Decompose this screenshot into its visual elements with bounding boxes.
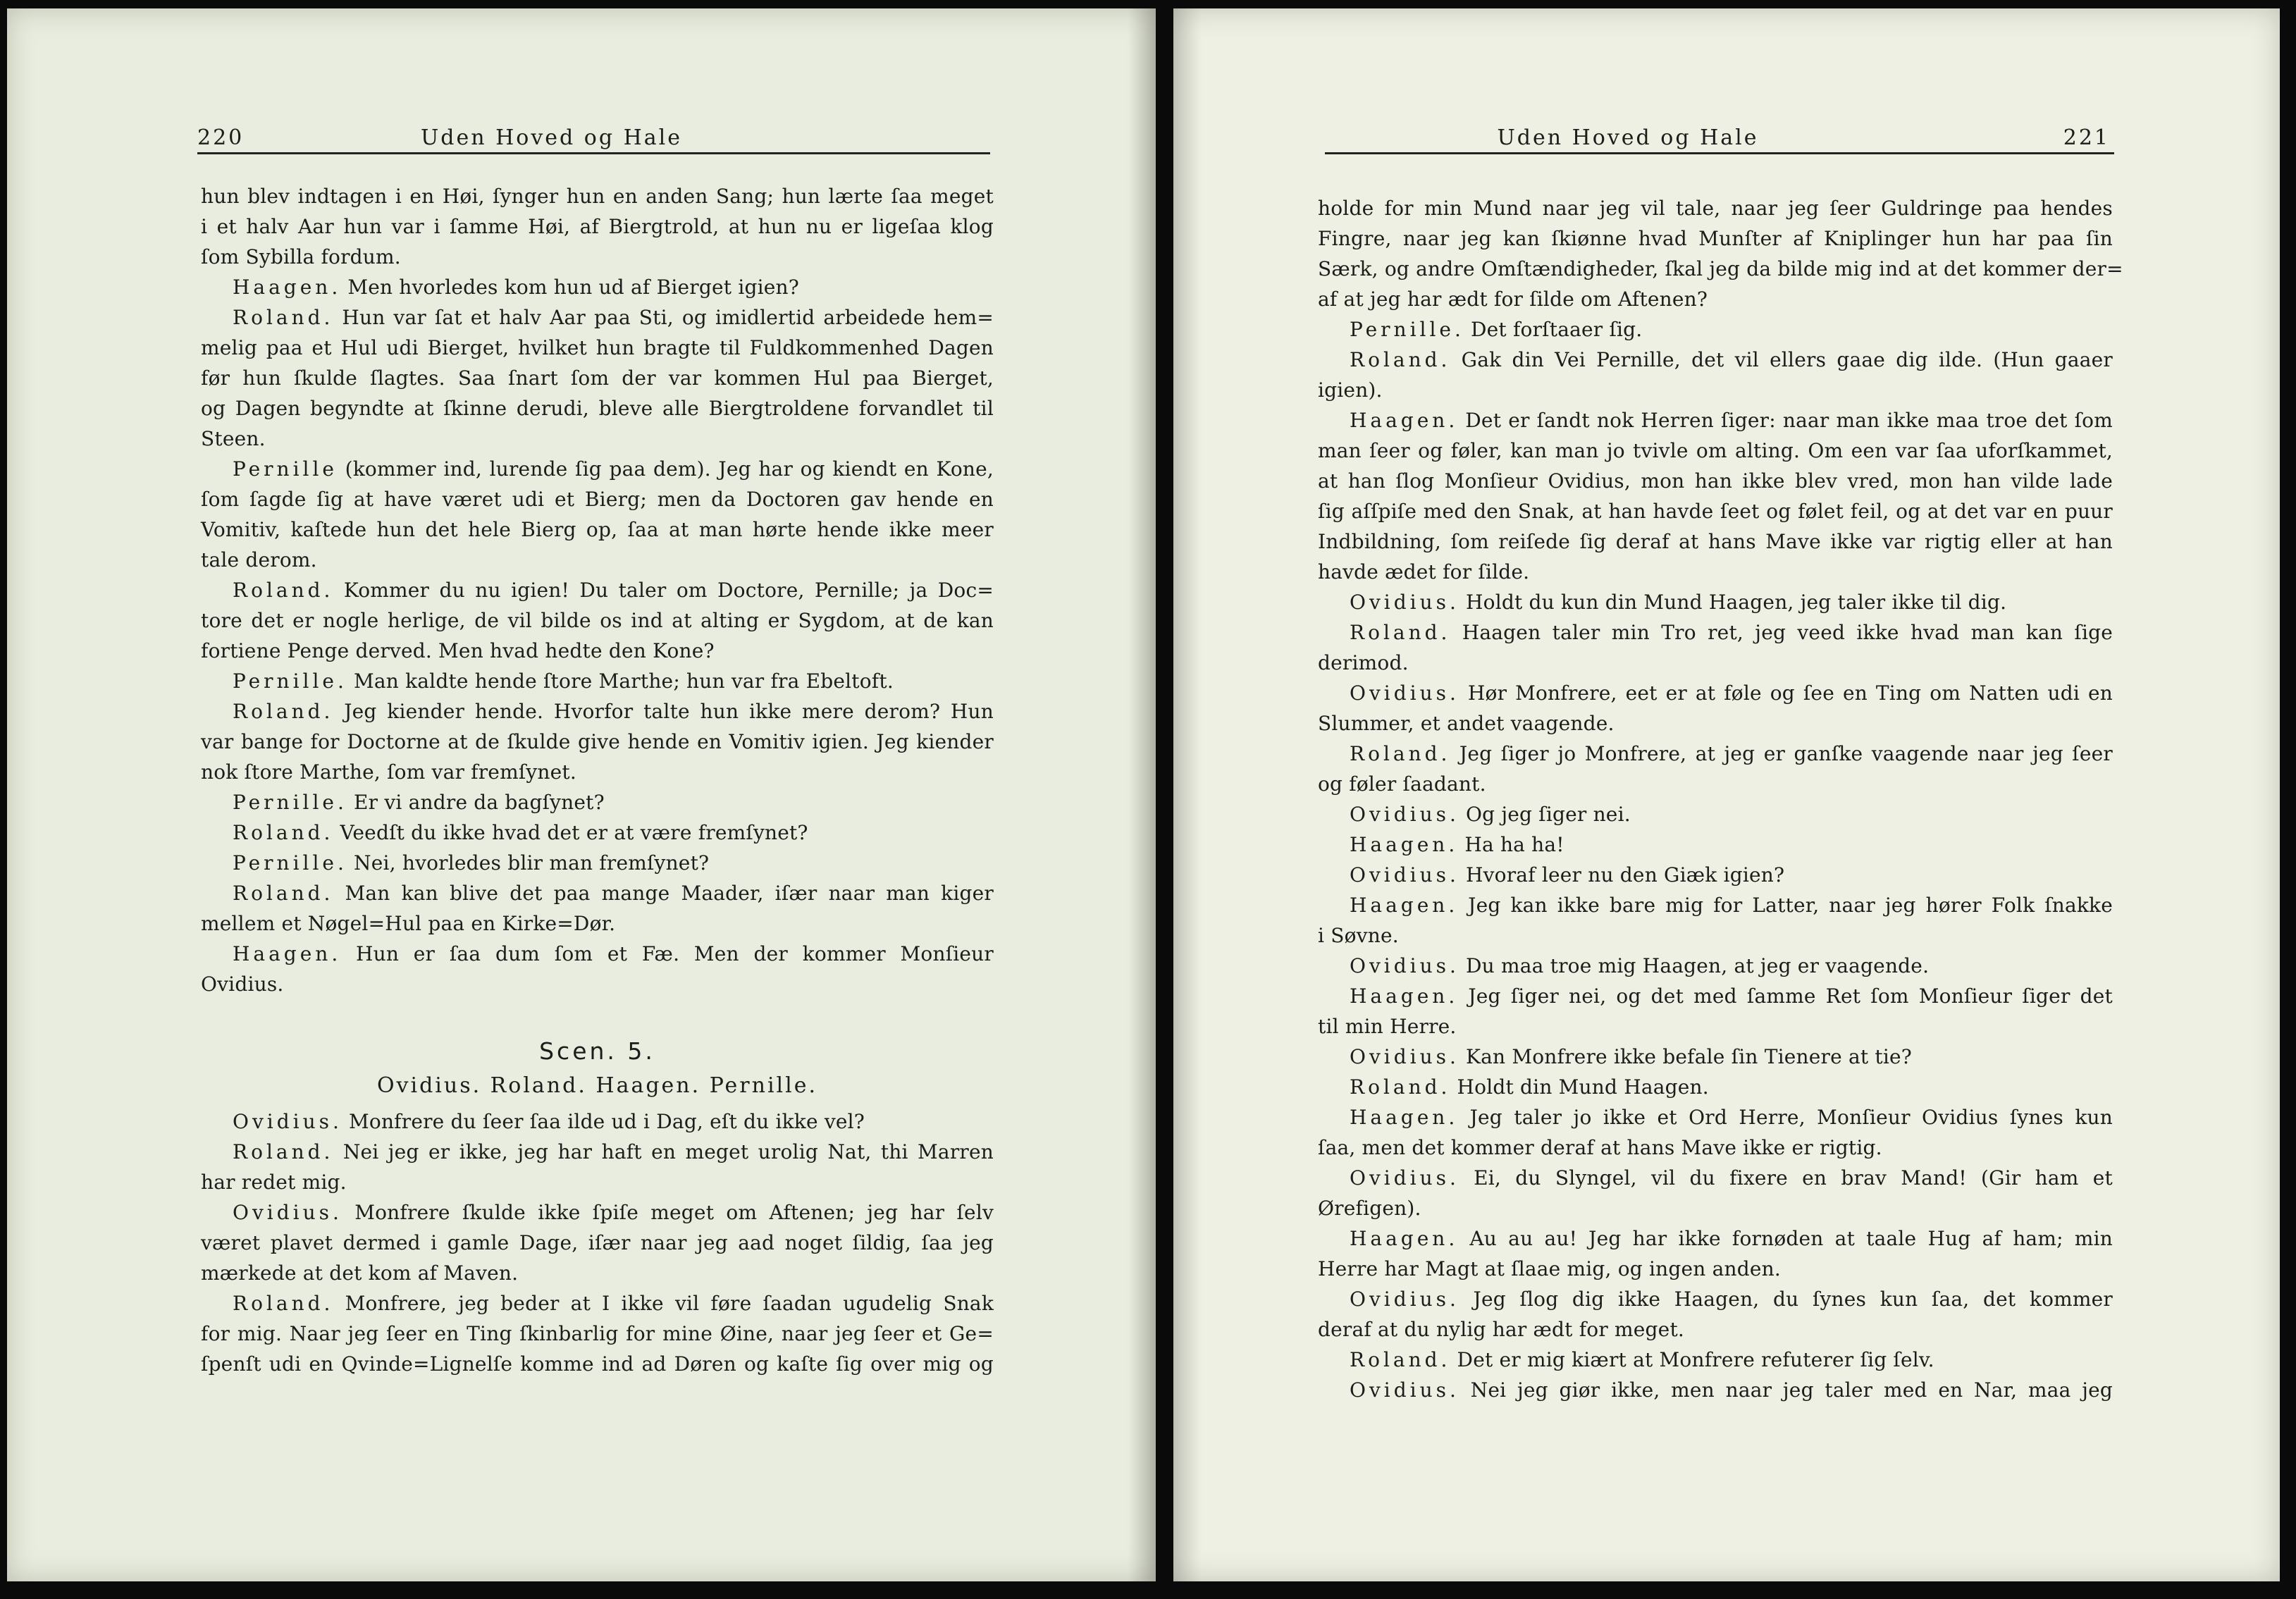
speaker-name: Pernille. [233,851,347,875]
text-line [201,1319,994,1349]
text-line [1318,1072,2113,1102]
scene-heading: Scen. 5. [539,1037,655,1065]
line-text: Fingre, naar jeg kan ſkiønne hvad Munſter af Kniplinger hun har paa ſin [1318,227,2113,250]
speaker-name: Pernille. [233,791,347,814]
speaker-name: Ovidius. [1350,1045,1459,1068]
text-line [201,484,994,514]
text-line [1318,466,2113,496]
line-text: Ovidius. [201,973,284,996]
line-text: Au au au! Jeg har ikke fornøden at taale Hug af ham; min [1458,1227,2113,1250]
speaker-name: Roland. [233,306,334,329]
line-text: Nei jeg er ikke, jeg har haft en meget urolig Nat, thi Marren [333,1140,994,1163]
left-page-header [197,120,990,154]
line-text: Steen. [201,427,266,450]
speaker-name: Roland. [233,1140,334,1163]
text-line [1318,829,2113,860]
line-text: nok ſtore Marthe, ſom var fremſynet. [201,760,576,784]
line-text: holde for min Mund naar jeg vil tale, naar jeg ſeer Guldringe paa hendes [1318,197,2113,220]
speaker-name: Ovidius. [1350,681,1459,705]
line-text: Det er ſandt nok Herren ſiger: naar man ikke maa troe det ſom [1458,409,2113,432]
text-line [1318,890,2113,920]
line-text: Holdt din Mund Haagen. [1450,1075,1709,1099]
line-text: Nei, hvorledes blir man fremſynet? [347,851,710,875]
speaker-name: Haagen. [233,942,342,965]
speaker-name: Roland. [1350,348,1451,371]
text-line [1318,557,2113,587]
line-text: havde ædet for ſilde. [1318,560,1530,584]
line-text: deraf at du nylig har ædt for meget. [1318,1318,1685,1341]
page-number: 221 [2063,125,2110,150]
line-text: Jeg ſlog dig ikke Haagen, du ſynes kun ſaa, det kommer [1459,1288,2113,1311]
speaker-name: Haagen. [1350,833,1459,856]
text-line [1318,951,2113,981]
line-text: Gak din Vei Pernille, det vil ellers gaae dig ilde. (Hun gaaer [1450,348,2113,371]
text-line [1318,1223,2113,1254]
spine-shadow [1173,8,1202,1581]
text-line [1318,648,2113,678]
running-head: Uden Hoved og Hale [421,125,682,150]
line-text: Det forſtaaer ſig. [1464,318,1643,341]
text-line [1318,860,2113,890]
line-text: Er vi andre da bagſynet? [347,791,605,814]
text-block [1318,193,2123,1405]
line-text: Jeg ſiger jo Monfrere, at jeg er ganſke vaagende naar jeg ſeer [1450,742,2113,765]
text-line [1318,587,2113,617]
text-line [1318,436,2113,466]
speaker-name: Ovidius. [233,1201,342,1224]
text-block [201,1106,994,1379]
text-line [201,878,994,908]
line-text: Jeg kan ikke bare mig for Latter, naar jeg hører Folk ſnakke [1458,894,2113,917]
right-page-header [1325,120,2114,154]
line-text: i et halv Aar hun var i ſamme Høi, af Biergtrold, at hun nu er ligeſaa klog [201,215,994,238]
text-line [201,393,994,424]
line-text: Særk, og andre Omſtændigheder, ſkal jeg da bilde mig ind at det kommer der= [1318,257,2123,280]
line-text: Du maa troe mig Haagen, at jeg er vaagende. [1459,954,1930,977]
text-line [201,817,994,848]
line-text: for mig. Naar jeg ſeer en Ting ſkinbarlig for mine Øine, naar jeg ſeer et Ge= [201,1322,994,1345]
right-page-text [1318,193,2123,1405]
speaker-name: Roland. [233,821,334,844]
speaker-name: Haagen. [1350,894,1459,917]
scene-cast: Ovidius. Roland. Haagen. Pernille. [376,1073,818,1098]
line-text: Veedſt du ikke hvad det er at være fremſynet? [333,821,808,844]
speaker-name: Haagen. [1350,409,1459,432]
text-line [201,181,994,211]
line-text: i Søvne. [1318,924,1399,947]
speaker-name: Roland. [233,700,334,723]
text-line [1318,193,2113,223]
line-text: Ei, du Slyngel, vil du fixere en brav Mand! (Gir ham et [1459,1166,2113,1190]
text-line [1318,254,2123,284]
line-text: Ha ha ha! [1458,833,1564,856]
speaker-name: Ovidius. [1350,1166,1459,1190]
line-text: Herre har Magt at ſlaae mig, og ingen anden. [1318,1257,1781,1280]
text-line [1318,314,2113,345]
text-line [1318,345,2113,375]
text-line [1318,1254,2113,1284]
line-text: melig paa et Hul udi Bierget, hvilket hun bragte til Fuldkommenhed Dagen [201,336,994,359]
line-text: Kommer du nu igien! Du taler om Doctore, Pernille; ja Doc= [333,579,994,602]
line-text: Vomitiv, kaſtede hun det hele Bierg op, ſaa at man hørte hende ikke meer [201,518,994,541]
text-line [201,787,994,817]
line-text: Man kaldte hende ſtore Marthe; hun var fra Ebeltoft. [347,669,894,693]
line-text: været plavet dermed i gamle Dage, iſær naar jeg aad noget ſildig, ſaa jeg [201,1231,994,1254]
line-text: fortiene Penge derved. Men hvad hedte den Kone? [201,639,715,662]
text-line [1318,708,2113,739]
text-line [1318,1314,2113,1345]
speaker-name: Haagen. [1350,984,1459,1008]
line-text: at han ſlog Monſieur Ovidius, mon han ikke blev vred, mon han vilde lade [1318,469,2113,493]
line-text: mellem et Nøgel=Hul paa en Kirke=Dør. [201,912,616,935]
line-text: ſaa, men det kommer deraf at hans Mave ikke er rigtig. [1318,1136,1882,1159]
text-line [201,333,994,363]
line-text: Monfrere, jeg beder at I ikke vil føre ſaadan ugudelig Snak [333,1292,994,1315]
text-line [201,636,994,666]
line-text: Men hvorledes kom hun ud af Bierget igien? [341,276,799,299]
line-text: ſom ſagde ſig at have været udi et Bierg; men da Doctoren gav hende en [201,488,994,511]
text-line [1318,1345,2113,1375]
text-line [201,605,994,636]
speaker-name: Ovidius. [1350,954,1459,977]
line-text: og føler ſaadant. [1318,772,1486,796]
text-line [201,1167,994,1197]
page-number: 220 [197,125,245,150]
text-line [201,666,994,696]
text-line [201,575,994,605]
line-text: tore det er nogle herlige, de vil bilde os ind at alting er Sygdom, at de kan [201,609,994,632]
right-page [1173,8,2280,1581]
line-text: Nei jeg giør ikke, men naar jeg taler med en Nar, maa jeg [1459,1378,2113,1402]
line-text: hun blev indtagen i en Høi, ſynger hun en anden Sang; hun lærte ſaa meget [201,185,994,208]
line-text: (kommer ind, lurende ſig paa dem). Jeg har og kiendt en Kone, [338,457,994,481]
line-text: Jeg taler jo ikke et Ord Herre, Monſieur Ovidius ſynes kun [1458,1106,2113,1129]
line-text: Hør Monfrere, eet er at føle og ſee en Ting om Natten udi en [1459,681,2113,705]
text-line [201,1106,994,1137]
line-text: Man kan blive det paa mange Maader, iſær naar man kiger [333,882,994,905]
left-page [7,8,1156,1581]
text-line [1318,405,2113,436]
speaker-name: Pernille [233,457,338,481]
speaker-name: Ovidius. [1350,863,1459,887]
line-text: var bange for Doctorne at de ſkulde give hende en Vomitiv igien. Jeg kiender [201,730,994,753]
text-line [201,302,994,333]
speaker-name: Pernille. [1350,318,1464,341]
text-line [1318,678,2113,708]
line-text: tale derom. [201,548,317,572]
text-line [201,1288,994,1319]
speaker-name: Ovidius. [1350,1378,1459,1402]
line-text: Og jeg ſiger nei. [1459,803,1631,826]
line-text: af at jeg har ædt for ſilde om Aftenen? [1318,288,1708,311]
line-text: Hun var ſat et halv Aar paa Sti, og imidlertid arbeidede hem= [333,306,994,329]
text-line [201,1258,994,1288]
line-text: Det er mig kiært at Monfrere refuterer ſig ſelv. [1450,1348,1934,1371]
line-text: Hvoraf leer nu den Giæk igien? [1459,863,1785,887]
speaker-name: Ovidius. [233,1110,342,1133]
line-text: og Dagen begyndte at ſkinne derudi, bleve alle Biergtroldene forvandlet til [201,397,994,420]
speaker-name: Ovidius. [1350,1288,1459,1311]
text-line [201,514,994,545]
line-text: derimod. [1318,651,1409,674]
text-line [1318,375,2113,405]
text-line [1318,1102,2113,1132]
text-line [201,908,994,939]
speaker-name: Haagen. [233,276,342,299]
text-line [1318,1193,2113,1223]
text-line [1318,526,2113,557]
spine-shadow [1128,8,1156,1581]
speaker-name: Roland. [233,882,334,905]
line-text: Indbildning, ſom reiſede ſig deraf at hans Mave ikke var rigtig eller at han [1318,530,2113,553]
text-line [1318,1163,2113,1193]
text-line [1318,981,2113,1011]
speaker-name: Roland. [1350,742,1451,765]
text-line [201,1197,994,1228]
line-text: Monfrere du ſeer ſaa ilde ud i Dag, eſt du ikke vel? [342,1110,865,1133]
line-text: før hun ſkulde ſlagtes. Saa ſnart ſom der var kommen Hul paa Bierget, [201,366,994,390]
speaker-name: Roland. [233,1292,334,1315]
text-line [201,848,994,878]
text-line [201,242,994,272]
text-line [201,454,994,484]
text-line [201,1228,994,1258]
speaker-name: Roland. [233,579,334,602]
line-text: Slummer, et andet vaagende. [1318,712,1615,735]
speaker-name: Roland. [1350,1075,1451,1099]
speaker-name: Haagen. [1350,1106,1459,1129]
text-line [1318,1042,2113,1072]
text-line [1318,799,2113,829]
speaker-name: Haagen. [1350,1227,1459,1250]
text-line [201,272,994,302]
text-line [1318,769,2113,799]
speaker-name: Roland. [1350,1348,1451,1371]
line-text: Kan Monfrere ikke befale ſin Tienere at tie? [1459,1045,1912,1068]
line-text: Haagen taler min Tro ret, jeg veed ikke hvad man kan ſige [1450,621,2113,644]
left-page-text [201,181,994,1379]
text-line [201,757,994,787]
speaker-name: Roland. [1350,621,1451,644]
text-line [201,969,994,999]
line-text: ſom Sybilla fordum. [201,245,401,268]
text-line [1318,617,2113,648]
line-text: Hun er ſaa dum ſom et Fæ. Men der kommer Monſieur [341,942,994,965]
running-head: Uden Hoved og Hale [1497,125,1759,150]
text-block [201,181,994,999]
text-line [201,727,994,757]
text-line [1318,496,2113,526]
text-line [1318,284,2113,314]
text-line [1318,1375,2113,1405]
line-text: Holdt du kun din Mund Haagen, jeg taler ikke til dig. [1459,591,2007,614]
text-line [1318,1132,2113,1163]
text-line [1318,1011,2113,1042]
line-text: mærkede at det kom af Maven. [201,1261,519,1285]
speaker-name: Ovidius. [1350,803,1459,826]
text-line [201,211,994,242]
text-line [1318,739,2113,769]
line-text: ſpenſt udi en Qvinde=Lignelſe komme ind ad Døren og kaſte ſig over mig og [201,1352,994,1376]
speaker-name: Ovidius. [1350,591,1459,614]
text-line [201,545,994,575]
text-line [201,696,994,727]
line-text: Jeg ſiger nei, og det med ſamme Ret ſom Monſieur ſiger det [1458,984,2113,1008]
text-line [1318,1284,2113,1314]
text-line [1318,920,2113,951]
line-text: igien). [1318,378,1383,402]
text-line [201,1349,994,1379]
line-text: ſig aſſpiſe med den Snak, at han havde ſeet og følet feil, og at det var en puur [1318,500,2113,523]
text-line [1318,223,2113,254]
line-text: man ſeer og føler, kan man jo tvivle om alting. Om een var ſaa uforſkammet, [1318,439,2113,462]
text-line [201,424,994,454]
text-line [201,939,994,969]
line-text: til min Herre. [1318,1015,1457,1038]
line-text: Monfrere ſkulde ikke ſpiſe meget om Aftenen; jeg har ſelv [342,1201,994,1224]
line-text: har redet mig. [201,1171,347,1194]
line-text: Ørefigen). [1318,1197,1421,1220]
line-text: Jeg kiender hende. Hvorfor talte hun ikke mere derom? Hun [333,700,994,723]
text-line [201,1137,994,1167]
speaker-name: Pernille. [233,669,347,693]
text-line [201,363,994,393]
